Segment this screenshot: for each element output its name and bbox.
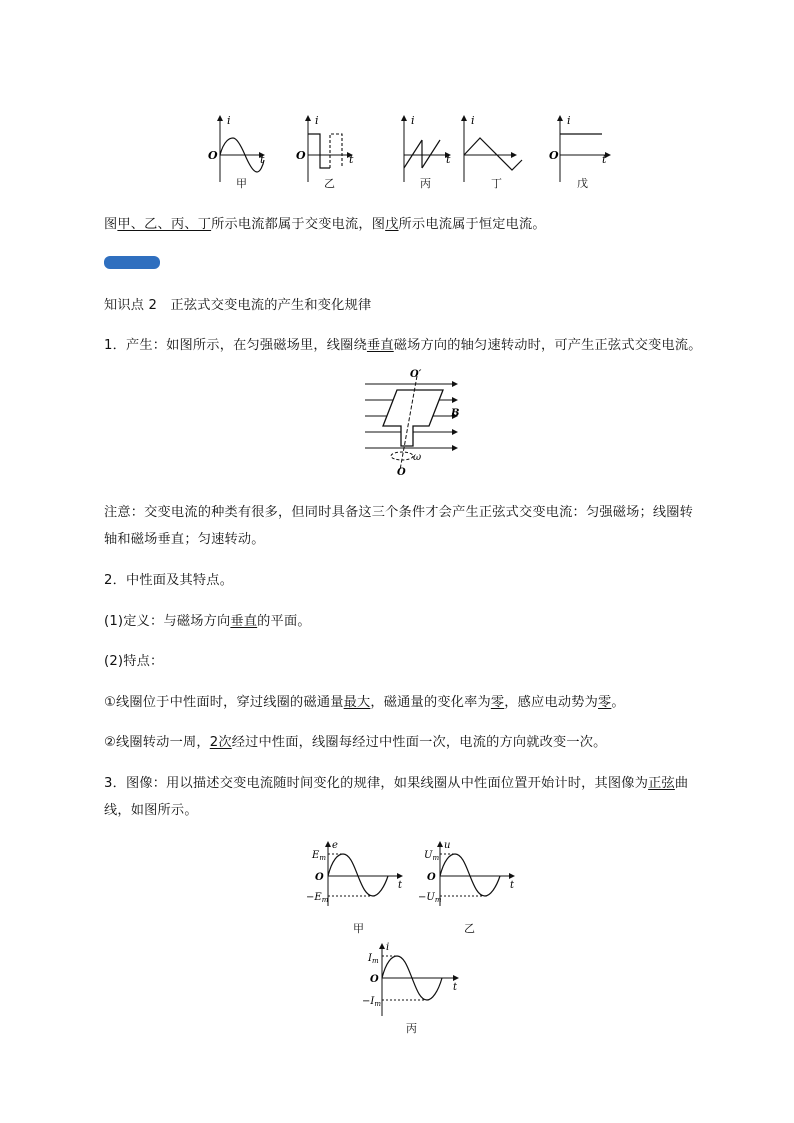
axis-e-label: e [332, 840, 338, 851]
waveform-bing [404, 114, 451, 182]
field-b-label: B [451, 408, 460, 419]
axis-bottom-label: O [397, 467, 406, 478]
i-max-label: $I_m$ [368, 953, 379, 965]
origin-label: O [208, 149, 218, 162]
origin-label: O [549, 149, 559, 162]
coil-field-figure [355, 368, 470, 478]
caption-ding: 丁 [491, 177, 502, 190]
graph-e [306, 840, 403, 906]
axis-i-label: i [471, 114, 475, 127]
axis-t-label: t [510, 880, 515, 891]
waveform-figure [200, 110, 620, 190]
e-neg-label: $-E_m$ [306, 892, 329, 904]
graph-i [362, 942, 458, 1016]
note-line-2: 轴和磁场垂直；匀速转动。 [104, 532, 265, 547]
note-line-1: 注意：交变电流的种类有很多，但同时具备这三个条件才会产生正弦式交变电流：匀强磁场；线圈转 [104, 505, 694, 520]
axis-t-label: t [602, 153, 607, 166]
axis-top-label: O′ [410, 369, 422, 380]
waveform-wu [549, 114, 610, 182]
axis-t-label: t [446, 153, 451, 166]
origin-label: O [315, 872, 324, 883]
caption-bing: 丙 [406, 1022, 417, 1035]
caption-bing: 丙 [420, 177, 431, 190]
axis-i-label: i [411, 114, 415, 127]
axis-t-label: t [398, 880, 403, 891]
item-generation: 1．产生：如图所示，在匀强磁场里，线圈绕垂直磁场方向的轴匀速转动时，可产生正弦式交变电流。 [104, 338, 702, 353]
caption-yi: 乙 [324, 177, 335, 190]
item-graph-line2: 线，如图所示。 [104, 803, 198, 818]
item-neutral-plane: 2．中性面及其特点。 [104, 573, 234, 588]
origin-label: O [427, 872, 436, 883]
axis-u-label: u [444, 840, 451, 851]
origin-label: O [296, 149, 306, 162]
knowledge-point-title: 知识点 2 正弦式交变电流的产生和变化规律 [104, 298, 372, 313]
axis-i-label: i [567, 114, 571, 127]
axis-t-label: t [349, 153, 354, 166]
i-neg-label: $-I_m$ [362, 996, 381, 1008]
feature-1: ①线圈位于中性面时，穿过线圈的磁通量最大，磁通量的变化率为零，感应电动势为零。 [104, 695, 625, 710]
caption-jia: 甲 [353, 922, 364, 935]
axis-i-label: i [315, 114, 319, 127]
feature-2: ②线圈转动一周，2次经过中性面，线圈每经过中性面一次，电流的方向就改变一次。 [104, 735, 607, 750]
waveform-yi [296, 114, 354, 182]
waveform-ding [464, 114, 522, 182]
sine-graphs-figure [300, 838, 530, 1038]
features-heading: (2)特点： [104, 654, 164, 669]
u-neg-label: $-U_m$ [418, 892, 442, 904]
axis-i-label: i [386, 942, 390, 953]
caption-wu: 戊 [577, 177, 588, 190]
definition: (1)定义：与磁场方向垂直的平面。 [104, 614, 311, 629]
waveform-jia [208, 114, 265, 182]
caption-jia: 甲 [236, 177, 247, 190]
origin-label: O [370, 974, 379, 985]
u-max-label: $U_m$ [424, 850, 440, 862]
e-max-label: $E_m$ [312, 850, 326, 862]
axis-t-label: t [453, 982, 458, 993]
axis-i-label: i [227, 114, 231, 127]
omega-label: ω [413, 452, 422, 463]
graph-u [418, 840, 515, 906]
paragraph-ac-dc: 图甲、乙、丙、丁所示电流都属于交变电流，图戊所示电流属于恒定电流。 [104, 217, 546, 232]
caption-yi: 乙 [464, 922, 475, 935]
item-graph: 3．图像：用以描述交变电流随时间变化的规律，如果线圈从中性面位置开始计时，其图像为正弦曲 [104, 776, 689, 791]
axis-t-label: t [260, 153, 265, 166]
section-badge [104, 256, 160, 269]
